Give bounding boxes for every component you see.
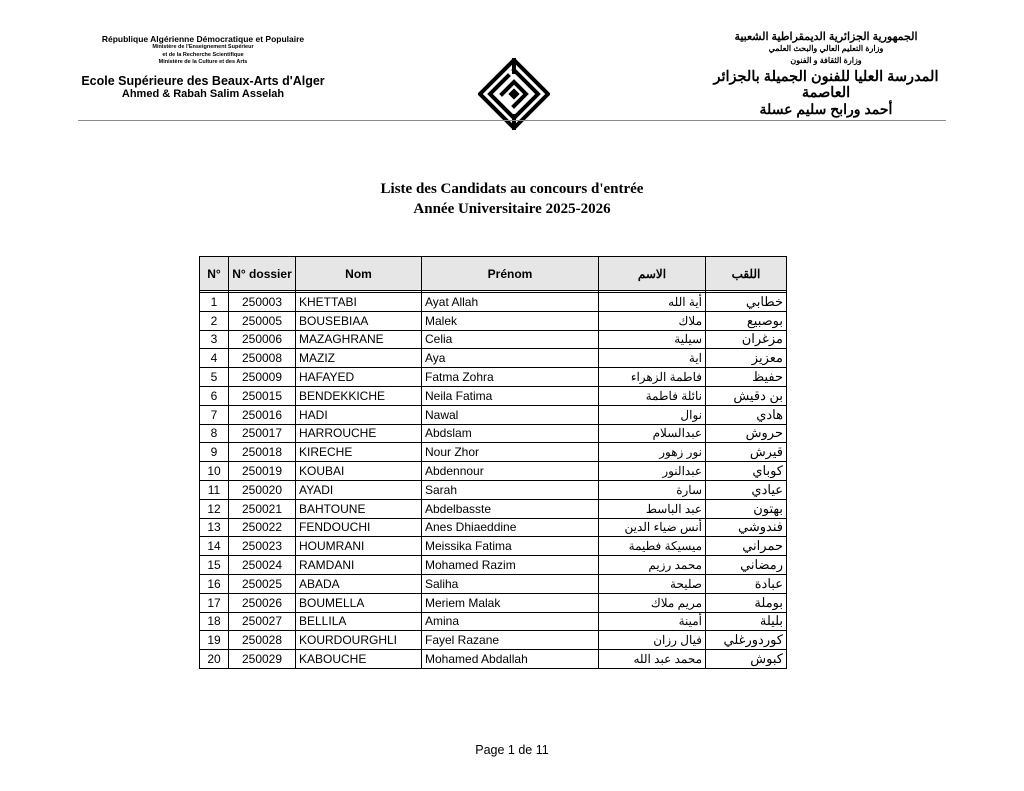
cell-last-name-ar: هادي [706,405,787,424]
cell-last-name: KIRECHE [296,443,422,462]
cell-file-number: 250026 [229,593,296,612]
cell-file-number: 250022 [229,518,296,537]
ministry-ar-1: وزارة التعليم العالي والبحث العلمي [768,44,884,53]
candidates-table [199,256,787,669]
cell-first-name-ar: صليحة [599,574,706,593]
cell-first-name-ar: نور زهور [599,443,706,462]
cell-first-name-ar: فاطمة الزهراء [599,368,706,387]
cell-last-name: AYADI [296,480,422,499]
table-row [200,330,787,349]
ministry-fr-1: Ministère de l'Enseignement Supérieur [152,44,254,50]
cell-file-number: 250023 [229,537,296,556]
cell-file-number: 250005 [229,311,296,330]
cell-last-name-ar: رمضاني [706,556,787,575]
academic-year: Année Universitaire 2025-2026 [413,201,611,217]
document-title: Liste des Candidats au concours d'entrée [380,181,644,197]
cell-number: 19 [200,631,229,650]
table-row [200,480,787,499]
cell-first-name: Malek [422,311,599,330]
table-row [200,574,787,593]
cell-last-name: MAZAGHRANE [296,330,422,349]
cell-last-name-ar: كوباي [706,462,787,481]
cell-last-name: ABADA [296,574,422,593]
cell-number: 20 [200,650,229,669]
table-row [200,293,787,312]
cell-file-number: 250008 [229,349,296,368]
school-name-ar: المدرسة العليا للفنون الجميلة بالجزائر العاصمة [713,69,939,101]
cell-last-name: FENDOUCHI [296,518,422,537]
cell-first-name: Celia [422,330,599,349]
ministry-fr-2: et de la Recherche Scientifique [162,51,244,58]
cell-last-name-ar: عيادي [706,480,787,499]
cell-file-number: 250006 [229,330,296,349]
table-row [200,499,787,518]
table-row [200,443,787,462]
cell-last-name-ar: عبادة [706,574,787,593]
cell-last-name-ar: بليلة [706,612,787,631]
cell-number: 7 [200,405,229,424]
cell-last-name: KHETTABI [296,293,422,312]
school-name-fr: Ecole Supérieure des Beaux-Arts d'Alger [81,73,325,88]
cell-first-name: Abdelbasste [422,499,599,518]
table-row [200,368,787,387]
cell-first-name: Fayel Razane [422,631,599,650]
ministry-ar-2: وزارة الثقافة و الفنون [790,56,862,65]
cell-first-name-ar: محمد رزيم [599,556,706,575]
republic-ar: الجمهورية الجزائرية الديمقراطية الشعبية [734,31,918,43]
table-row [200,556,787,575]
cell-last-name: KABOUCHE [296,650,422,669]
cell-last-name-ar: بوملة [706,593,787,612]
cell-number: 11 [200,480,229,499]
cell-first-name: Neila Fatima [422,386,599,405]
cell-first-name-ar: اية [599,349,706,368]
table-row [200,349,787,368]
cell-number: 3 [200,330,229,349]
cell-number: 2 [200,311,229,330]
header-divider [78,120,946,121]
cell-last-name-ar: خطابي [706,293,787,312]
cell-number: 14 [200,537,229,556]
cell-first-name: Meriem Malak [422,593,599,612]
cell-first-name-ar: أية الله [599,293,706,312]
table-row [200,462,787,481]
cell-number: 13 [200,518,229,537]
cell-first-name-ar: نوال [599,405,706,424]
cell-file-number: 250017 [229,424,296,443]
cell-number: 10 [200,462,229,481]
cell-first-name: Abdslam [422,424,599,443]
cell-first-name: Meissika Fatima [422,537,599,556]
cell-first-name: Saliha [422,574,599,593]
cell-file-number: 250028 [229,631,296,650]
cell-first-name: Nour Zhor [422,443,599,462]
col-header-last-name-ar: اللقب [706,257,787,291]
cell-last-name: RAMDANI [296,556,422,575]
cell-number: 9 [200,443,229,462]
table-row [200,537,787,556]
cell-file-number: 250003 [229,293,296,312]
cell-number: 12 [200,499,229,518]
cell-first-name-ar: سيلية [599,330,706,349]
cell-last-name: KOUBAI [296,462,422,481]
cell-first-name-ar: ملاك [599,311,706,330]
cell-file-number: 250015 [229,386,296,405]
cell-last-name: BELLILA [296,612,422,631]
table-row [200,386,787,405]
cell-last-name-ar: فندوشي [706,518,787,537]
cell-first-name-ar: فيال رزان [599,631,706,650]
cell-first-name-ar: محمد عبد الله [599,650,706,669]
cell-number: 8 [200,424,229,443]
cell-file-number: 250021 [229,499,296,518]
cell-first-name-ar: عبدالنور [599,462,706,481]
cell-file-number: 250019 [229,462,296,481]
cell-number: 1 [200,293,229,312]
cell-last-name-ar: حروش [706,424,787,443]
cell-first-name-ar: سارة [599,480,706,499]
page-number: Page 1 de 11 [475,743,549,757]
cell-last-name-ar: حفيظ [706,368,787,387]
cell-first-name-ar: نائلة فاطمة [599,386,706,405]
republic-fr: République Algérienne Démocratique et Populaire [101,34,305,44]
cell-first-name-ar: أنس ضياء الدين [599,518,706,537]
cell-number: 6 [200,386,229,405]
cell-last-name-ar: حمراني [706,537,787,556]
cell-first-name: Ayat Allah [422,293,599,312]
cell-last-name-ar: كبوش [706,650,787,669]
cell-file-number: 250027 [229,612,296,631]
cell-last-name: HARROUCHE [296,424,422,443]
cell-number: 17 [200,593,229,612]
cell-last-name: HADI [296,405,422,424]
cell-number: 15 [200,556,229,575]
col-header-file-number: N° dossier [229,257,296,291]
table-row [200,518,787,537]
cell-last-name: HAFAYED [296,368,422,387]
cell-last-name: HOUMRANI [296,537,422,556]
ministry-fr-3: Ministère de la Culture et des Arts [158,59,248,65]
col-header-number: N° [200,257,229,291]
cell-first-name-ar: عبد الباسط [599,499,706,518]
cell-last-name-ar: قيرش [706,443,787,462]
table-row [200,631,787,650]
cell-file-number: 250029 [229,650,296,669]
table-row [200,311,787,330]
cell-file-number: 250016 [229,405,296,424]
cell-last-name-ar: كوردورغلي [706,631,787,650]
cell-number: 4 [200,349,229,368]
table-row [200,424,787,443]
cell-last-name: BOUMELLA [296,593,422,612]
table-row [200,405,787,424]
cell-first-name: Aya [422,349,599,368]
cell-last-name: BOUSEBIAA [296,311,422,330]
cell-first-name: Sarah [422,480,599,499]
col-header-last-name: Nom [296,257,422,291]
cell-last-name-ar: معزيز [706,349,787,368]
col-header-first-name-ar: الاسم [599,257,706,291]
cell-number: 18 [200,612,229,631]
cell-first-name-ar: أمينة [599,612,706,631]
cell-first-name: Mohamed Razim [422,556,599,575]
cell-last-name: MAZIZ [296,349,422,368]
cell-file-number: 250024 [229,556,296,575]
cell-last-name-ar: مزغران [706,330,787,349]
cell-first-name: Nawal [422,405,599,424]
cell-first-name-ar: عبدالسلام [599,424,706,443]
school-founders-fr: Ahmed & Rabah Salim Asselah [121,87,285,100]
cell-file-number: 250018 [229,443,296,462]
cell-first-name-ar: مريم ملاك [599,593,706,612]
cell-file-number: 250009 [229,368,296,387]
cell-first-name: Mohamed Abdallah [422,650,599,669]
cell-last-name: KOURDOURGHLI [296,631,422,650]
table-header-row [200,257,787,291]
cell-last-name-ar: بن دقيش [706,386,787,405]
col-header-first-name: Prénom [422,257,599,291]
cell-first-name: Amina [422,612,599,631]
table-row [200,593,787,612]
cell-first-name: Anes Dhiaeddine [422,518,599,537]
cell-number: 5 [200,368,229,387]
cell-file-number: 250020 [229,480,296,499]
cell-last-name: BAHTOUNE [296,499,422,518]
cell-first-name-ar: ميسيكة فطيمة [599,537,706,556]
cell-last-name-ar: بهتون [706,499,787,518]
table-row [200,650,787,669]
cell-number: 16 [200,574,229,593]
header-left [78,34,328,101]
cell-first-name: Abdennour [422,462,599,481]
cell-last-name-ar: بوصبيع [706,311,787,330]
cell-file-number: 250025 [229,574,296,593]
cell-first-name: Fatma Zohra [422,368,599,387]
cell-last-name: BENDEKKICHE [296,386,422,405]
table-row [200,612,787,631]
header-right [706,30,946,117]
school-founders-ar: أحمد ورابح سليم عسلة [759,101,893,117]
